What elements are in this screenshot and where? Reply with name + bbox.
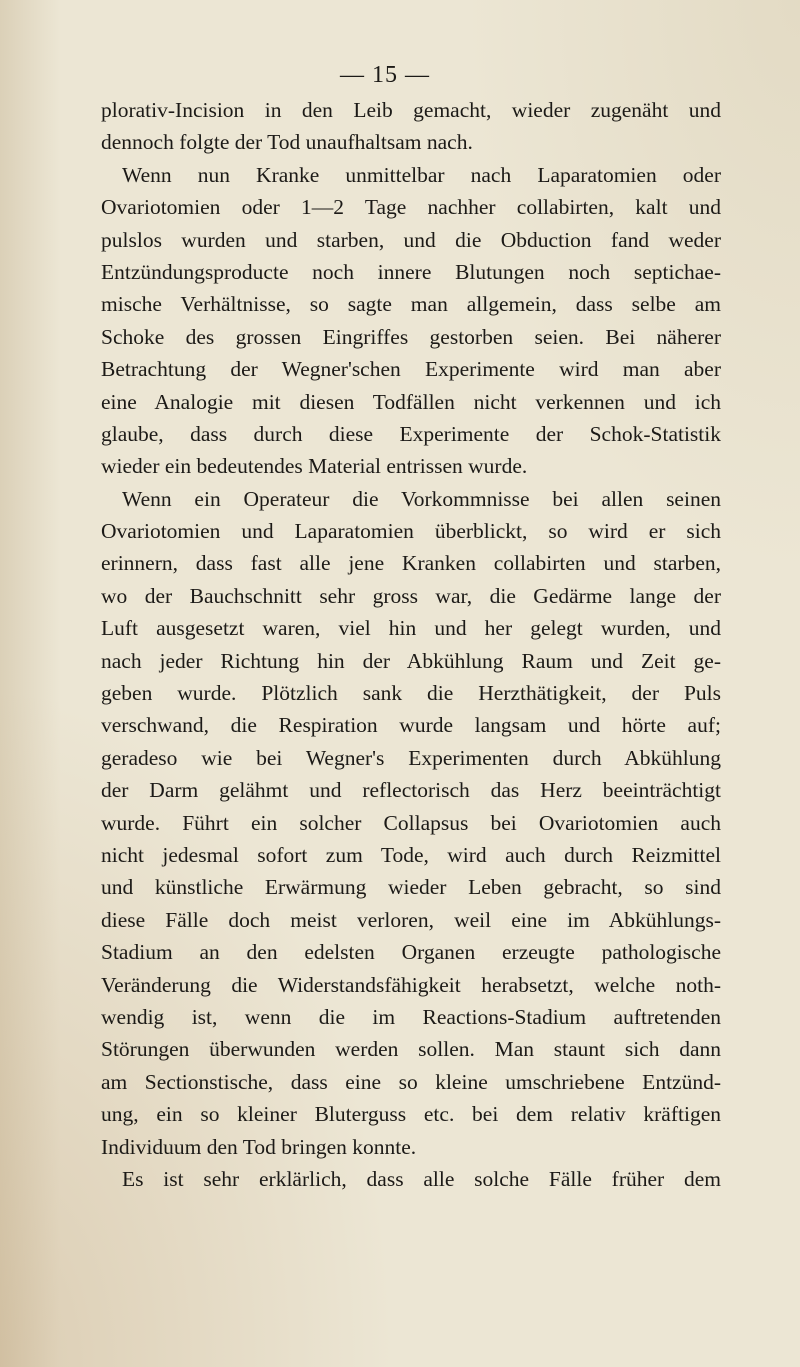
- text-line: geradeso wie bei Wegner's Experimenten durch Abkühlung: [101, 745, 721, 770]
- text-line: wieder ein bedeutendes Material entrissen wurde.: [101, 454, 528, 479]
- text-line: Es ist sehr erklärlich, dass alle solche Fälle früher dem: [122, 1166, 721, 1191]
- text-line: Luft ausgesetzt waren, viel hin und her gelegt wurden, und: [101, 616, 721, 641]
- text-line: geben wurde. Plötzlich sank die Herzthätigkeit, der Puls: [101, 681, 721, 706]
- text-line: Individuum den Tod bringen konnte.: [101, 1134, 417, 1159]
- text-line: eine Analogie mit diesen Todfällen nicht verkennen und ich: [101, 389, 721, 414]
- text-line: am Sectionstische, dass eine so kleine umschriebene Entzünd-: [101, 1069, 721, 1094]
- text-line: Störungen überwunden werden sollen. Man staunt sich dann: [101, 1037, 721, 1062]
- text-line: diese Fälle doch meist verloren, weil eine im Abkühlungs-: [101, 907, 721, 932]
- text-line: Ovariotomien oder 1—2 Tage nachher collabirten, kalt und: [101, 195, 721, 220]
- page-number: — 15 —: [340, 62, 430, 88]
- text-line: wo der Bauchschnitt sehr gross war, die Gedärme lange der: [101, 583, 721, 608]
- text-line: pulslos wurden und starben, und die Obduction fand weder: [101, 227, 721, 252]
- text-line: verschwand, die Respiration wurde langsam und hörte auf;: [101, 713, 721, 738]
- text-line: und künstliche Erwärmung wieder Leben gebracht, so sind: [101, 875, 721, 900]
- text-line: nicht jedesmal sofort zum Tode, wird auch durch Reizmittel: [101, 842, 721, 867]
- text-line: mische Verhältnisse, so sagte man allgemein, dass selbe am: [101, 292, 721, 317]
- text-line: dennoch folgte der Tod unaufhaltsam nach.: [101, 130, 473, 155]
- body-text: [101, 94, 721, 1195]
- text-line: der Darm gelähmt und reflectorisch das Herz beeinträchtigt: [101, 778, 721, 803]
- text-line: erinnern, dass fast alle jene Kranken collabirten und starben,: [101, 551, 721, 576]
- text-line: Wenn nun Kranke unmittelbar nach Laparatomien oder: [122, 162, 721, 187]
- text-line: wurde. Führt ein solcher Collapsus bei Ovariotomien auch: [101, 810, 721, 835]
- text-line: plorativ-Incision in den Leib gemacht, wieder zugenäht und: [101, 98, 721, 122]
- text-line: Stadium an den edelsten Organen erzeugte pathologische: [101, 940, 721, 965]
- text-line: glaube, dass durch diese Experimente der Schok-Statistik: [101, 421, 721, 446]
- text-line: Entzündungsproducte noch innere Blutungen noch septichae-: [101, 259, 721, 284]
- text-line: wendig ist, wenn die im Reactions-Stadium auftretenden: [101, 1004, 721, 1029]
- text-line: Schoke des grossen Eingriffes gestorben seien. Bei näherer: [101, 324, 721, 349]
- text-line: Wenn ein Operateur die Vorkommnisse bei allen seinen: [122, 486, 721, 511]
- text-line: ung, ein so kleiner Bluterguss etc. bei dem relativ kräftigen: [101, 1102, 721, 1127]
- text-line: Ovariotomien und Laparatomien überblickt, so wird er sich: [101, 519, 721, 544]
- text-line: nach jeder Richtung hin der Abkühlung Raum und Zeit ge-: [101, 648, 721, 673]
- text-line: Veränderung die Widerstandsfähigkeit herabsetzt, welche noth-: [101, 972, 721, 997]
- text-line: Betrachtung der Wegner'schen Experimente wird man aber: [101, 357, 721, 382]
